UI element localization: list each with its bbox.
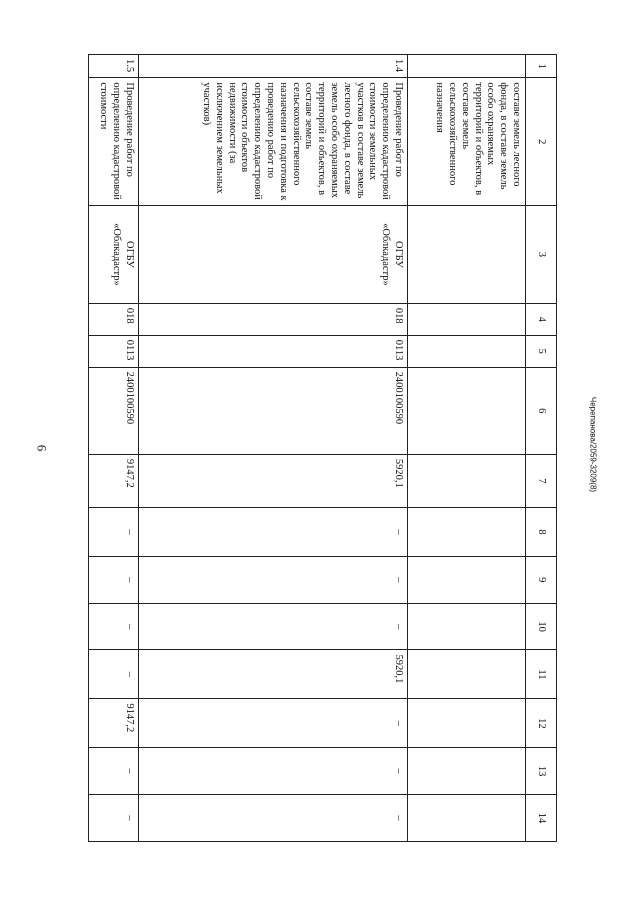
table-cell xyxy=(408,335,526,367)
column-header: 1 xyxy=(526,55,557,78)
table-cell xyxy=(408,556,526,603)
table-row xyxy=(89,55,139,842)
table-cell: 9147,2 xyxy=(89,454,139,507)
table-cell: 018 xyxy=(89,303,139,335)
table-cell: 2400100590 xyxy=(139,367,408,454)
rotated-table-container xyxy=(90,54,557,842)
column-header: 7 xyxy=(526,454,557,507)
table-cell: – xyxy=(139,603,408,650)
table-cell xyxy=(408,603,526,650)
executor-name: ОГБУ «Облкадастр» xyxy=(89,206,139,304)
table-cell: 0113 xyxy=(89,335,139,367)
table-row xyxy=(408,55,526,842)
table-cell: – xyxy=(139,795,408,842)
table-cell: – xyxy=(89,748,139,795)
table-cell: составе земель лесного фонда, в составе земель особо охраняемых территорий и объектов, в составе земель сельскохозяйственного назначения xyxy=(408,78,526,206)
table-cell: 9147,2 xyxy=(89,699,139,748)
table-cell: 5920,1 xyxy=(139,650,408,699)
table-cell xyxy=(408,55,526,78)
table-cell xyxy=(408,795,526,842)
table-cell: 2400100590 xyxy=(89,367,139,454)
column-header: 4 xyxy=(526,303,557,335)
table-cell: – xyxy=(139,699,408,748)
column-header: 13 xyxy=(526,748,557,795)
column-header: 5 xyxy=(526,335,557,367)
table-cell: – xyxy=(139,556,408,603)
row-number: 1.4 xyxy=(139,55,408,78)
table-cell xyxy=(408,206,526,304)
table-sheet xyxy=(90,54,557,842)
document-reference-code: Черепанова/2059-3209(8) xyxy=(588,396,598,493)
column-header: 2 xyxy=(526,78,557,206)
table-cell: – xyxy=(89,556,139,603)
table-cell: – xyxy=(89,507,139,556)
activity-description: Проведение работ по определению кадастровой стоимости земельных участков в составе земель лесного фонда, в составе земель особо охраняемых территорий и объектов, в составе земель сельскохозяйственного назначения и подготовка к проведению работ по определению кадастровой стоимости объектов недвижимости (за исключением земельных участков) xyxy=(139,78,408,206)
executor-name: ОГБУ «Облкадастр» xyxy=(139,206,408,304)
column-header: 12 xyxy=(526,699,557,748)
table-cell: 018 xyxy=(139,303,408,335)
column-header: 3 xyxy=(526,206,557,304)
column-header: 6 xyxy=(526,367,557,454)
page-number: 6 xyxy=(34,444,50,452)
table-cell xyxy=(408,507,526,556)
table-cell xyxy=(408,454,526,507)
column-header: 11 xyxy=(526,650,557,699)
table-cell: – xyxy=(139,748,408,795)
table-cell: – xyxy=(89,650,139,699)
table-cell: 5920,1 xyxy=(139,454,408,507)
column-header: 8 xyxy=(526,507,557,556)
table-row xyxy=(139,55,408,842)
table-cell xyxy=(408,748,526,795)
table-header-row xyxy=(526,55,557,842)
table-cell xyxy=(408,650,526,699)
table-cell xyxy=(408,303,526,335)
row-number: 1.5 xyxy=(89,55,139,78)
table-cell: – xyxy=(89,603,139,650)
column-header: 10 xyxy=(526,603,557,650)
column-header: 14 xyxy=(526,795,557,842)
table-cell: 0113 xyxy=(139,335,408,367)
column-header: 9 xyxy=(526,556,557,603)
table-cell: – xyxy=(139,507,408,556)
table-cell xyxy=(408,699,526,748)
budget-table xyxy=(88,54,557,842)
activity-description: Проведение работ по определению кадастровой стоимости xyxy=(89,78,139,206)
table-cell: – xyxy=(89,795,139,842)
table-cell xyxy=(408,367,526,454)
